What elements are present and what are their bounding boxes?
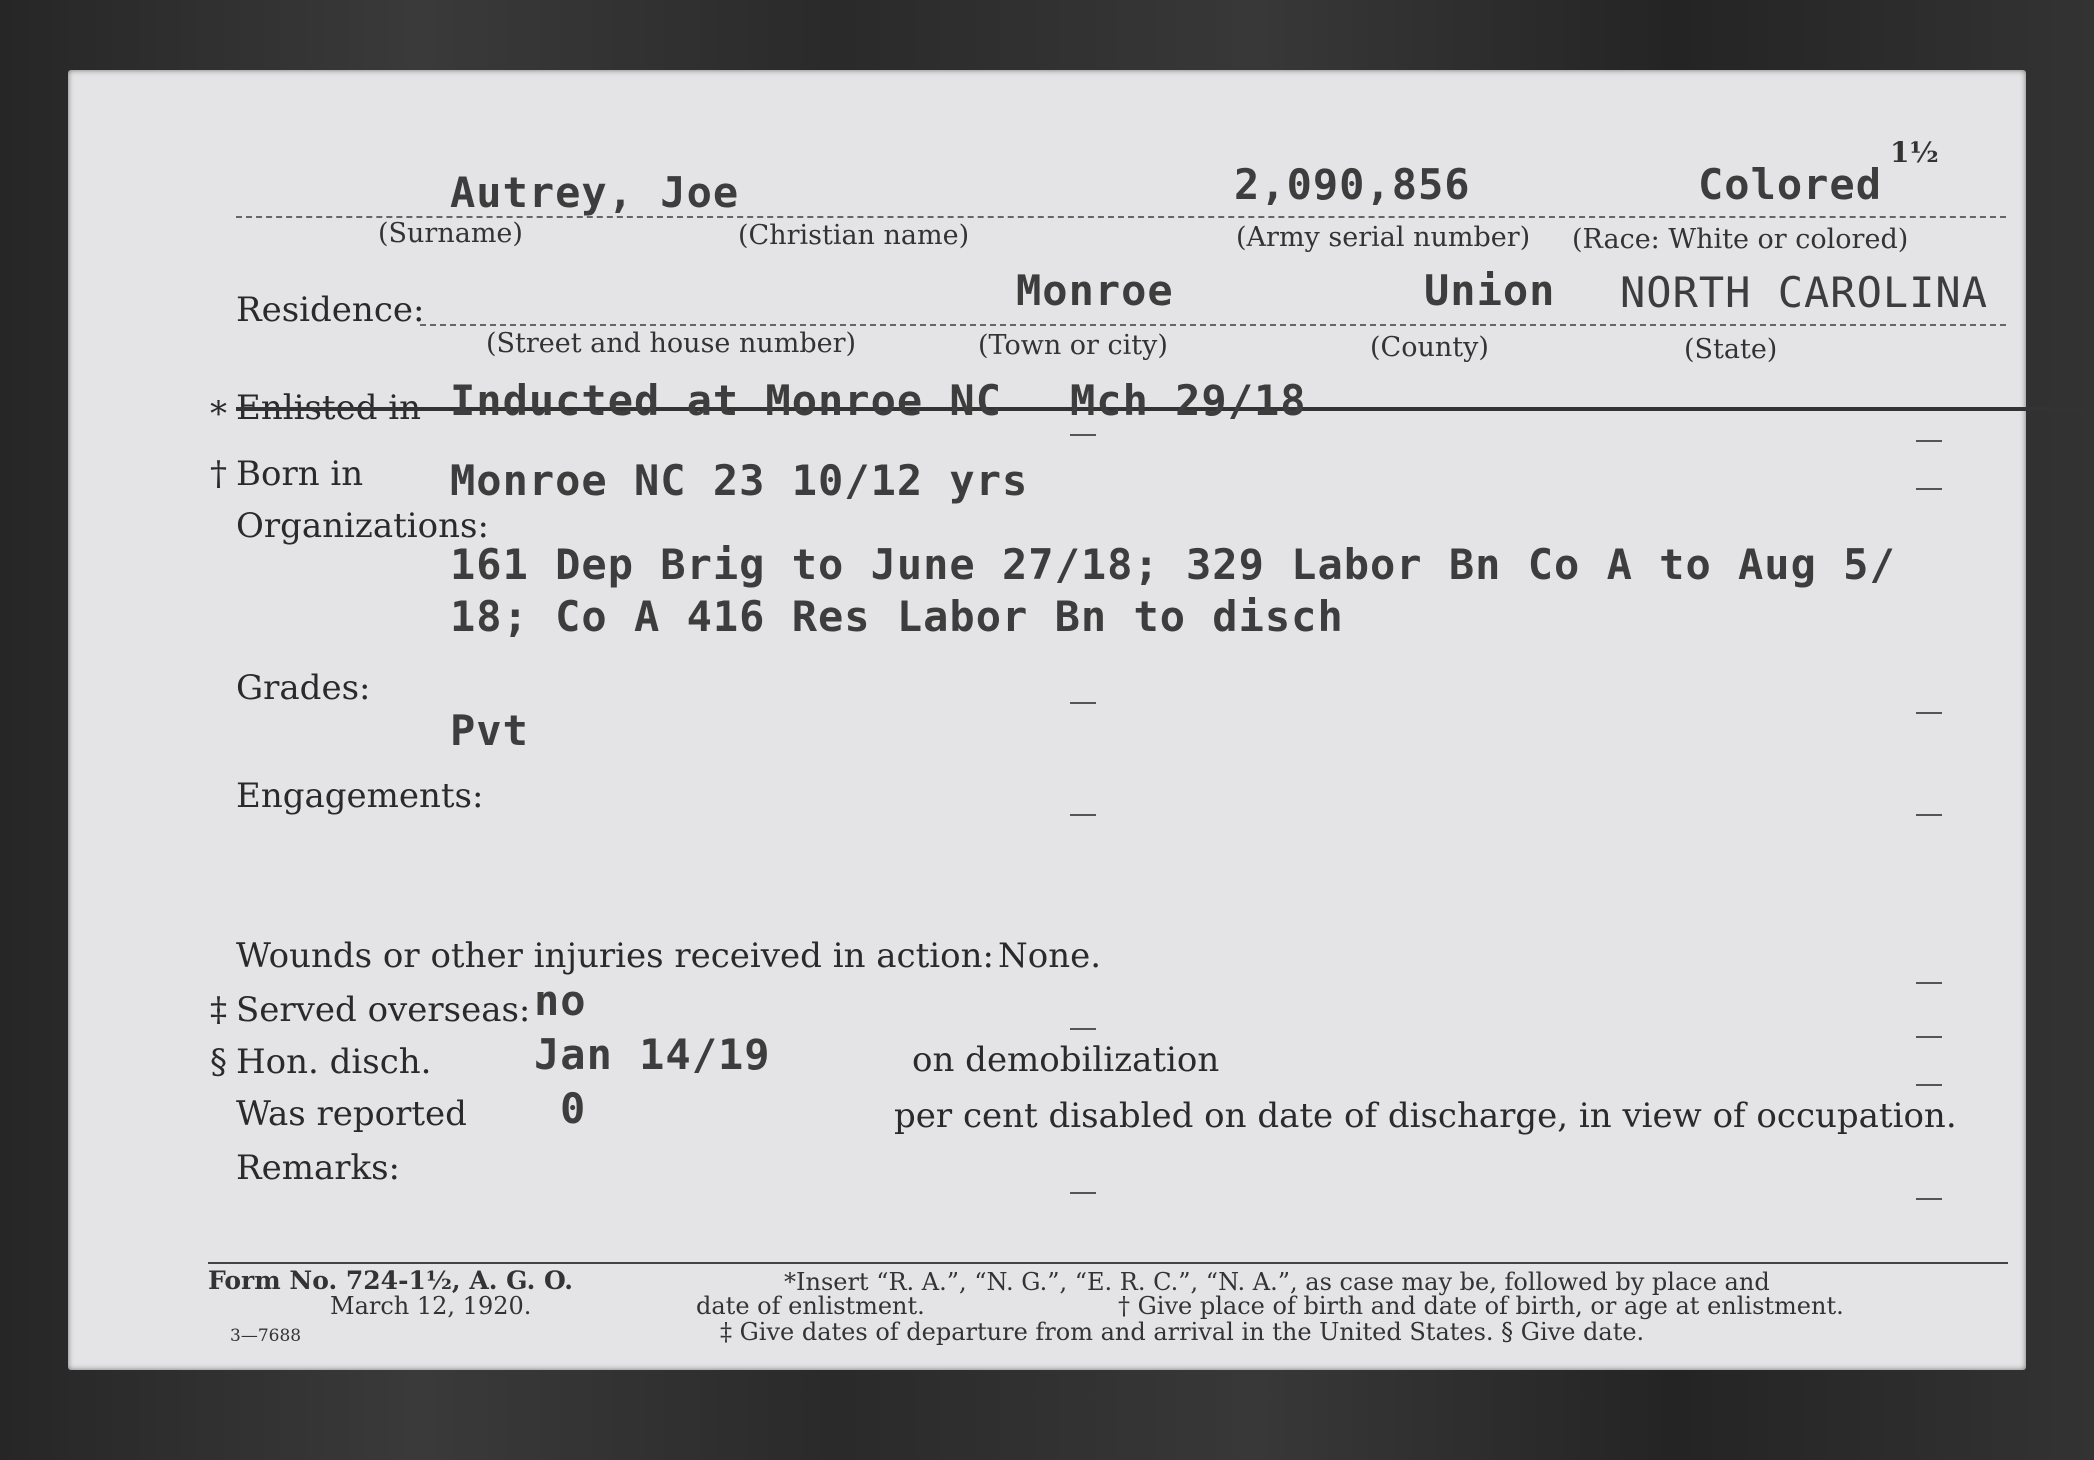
footnote-insert: *Insert “R. A.”, “N. G.”, “E. R. C.”, “N. A.”, as case may be, followed by place and xyxy=(784,1268,1770,1296)
reported-value: 0 xyxy=(560,1084,587,1133)
dash-mark xyxy=(1916,814,1942,816)
caption-state: (State) xyxy=(1684,334,1778,365)
born-value: Monroe NC 23 10/12 yrs xyxy=(450,456,1029,505)
caption-street: (Street and house number) xyxy=(486,328,857,359)
dash-mark xyxy=(1070,434,1096,436)
wounds-label: Wounds or other injuries received in action: xyxy=(236,936,994,976)
discharge-date: Jan 14/19 xyxy=(534,1030,771,1079)
reported-label: Was reported xyxy=(236,1094,467,1134)
footnote-overseas: ‡ Give dates of departure from and arrival in the United States. § Give date. xyxy=(720,1318,1645,1346)
dash-mark xyxy=(1070,814,1096,816)
overseas-label: Served overseas: xyxy=(236,990,531,1030)
residence-label: Residence: xyxy=(236,290,425,330)
race-value: Colored xyxy=(1698,160,1883,209)
enlisted-value: Inducted at Monroe NC xyxy=(450,376,1003,425)
discharge-marker: § xyxy=(210,1042,227,1082)
dash-mark xyxy=(1916,1084,1942,1086)
surname-name-value: Autrey, Joe xyxy=(450,168,740,217)
enlisted-marker: * xyxy=(210,394,227,434)
engagements-label: Engagements: xyxy=(236,776,484,816)
service-record-card xyxy=(68,70,2026,1370)
footnote-insert-cont: date of enlistment. xyxy=(696,1292,925,1320)
organizations-label: Organizations: xyxy=(236,506,489,546)
dash-mark xyxy=(1916,1198,1942,1200)
residence-state-value: NORTH CAROLINA xyxy=(1620,268,1989,317)
grades-value: Pvt xyxy=(450,706,529,755)
race-note: 1½ xyxy=(1890,136,1939,169)
form-date: March 12, 1920. xyxy=(330,1292,532,1320)
caption-county: (County) xyxy=(1370,332,1489,363)
form-number: Form No. 724-1½, A. G. O. xyxy=(208,1266,574,1295)
residence-dotted-line xyxy=(420,324,2006,326)
born-label: Born in xyxy=(236,454,364,494)
dash-mark xyxy=(1916,712,1942,714)
remarks-label: Remarks: xyxy=(236,1148,400,1188)
enlisted-label-struck: Enlisted in xyxy=(236,388,2094,428)
dash-mark xyxy=(1070,702,1096,704)
dash-mark xyxy=(1916,440,1942,442)
serial-number-value: 2,090,856 xyxy=(1234,160,1471,209)
dash-mark xyxy=(1916,1036,1942,1038)
residence-county-value: Union xyxy=(1424,266,1556,315)
overseas-value: no xyxy=(534,976,587,1025)
dash-mark xyxy=(1070,1192,1096,1194)
caption-serial-number: (Army serial number) xyxy=(1236,222,1531,253)
dash-mark xyxy=(1916,982,1942,984)
organizations-line-2: 18; Co A 416 Res Labor Bn to disch xyxy=(450,592,1344,641)
dash-mark xyxy=(1916,488,1942,490)
enlisted-date: Mch 29/18 xyxy=(1070,376,1307,425)
caption-christian-name: (Christian name) xyxy=(738,220,970,251)
reported-note: per cent disabled on date of discharge, in view of occupation. xyxy=(894,1096,1957,1136)
organizations-line-1: 161 Dep Brig to June 27/18; 329 Labor Bn Co A to Aug 5/ xyxy=(450,540,1896,589)
overseas-marker: ‡ xyxy=(210,990,227,1030)
residence-town-value: Monroe xyxy=(1016,266,1174,315)
wounds-value: None. xyxy=(998,936,1102,976)
caption-surname: (Surname) xyxy=(378,218,523,249)
grades-label: Grades: xyxy=(236,668,371,708)
footer-rule xyxy=(208,1262,2008,1264)
born-marker: † xyxy=(210,454,227,494)
discharge-note: on demobilization xyxy=(912,1040,1220,1080)
dash-mark xyxy=(1070,1028,1096,1030)
footnote-birth: † Give place of birth and date of birth, or age at enlistment. xyxy=(1118,1292,1844,1320)
caption-town: (Town or city) xyxy=(978,330,1168,361)
caption-race: (Race: White or colored) xyxy=(1572,224,1909,255)
print-code: 3—7688 xyxy=(230,1326,302,1346)
discharge-label: Hon. disch. xyxy=(236,1042,432,1082)
